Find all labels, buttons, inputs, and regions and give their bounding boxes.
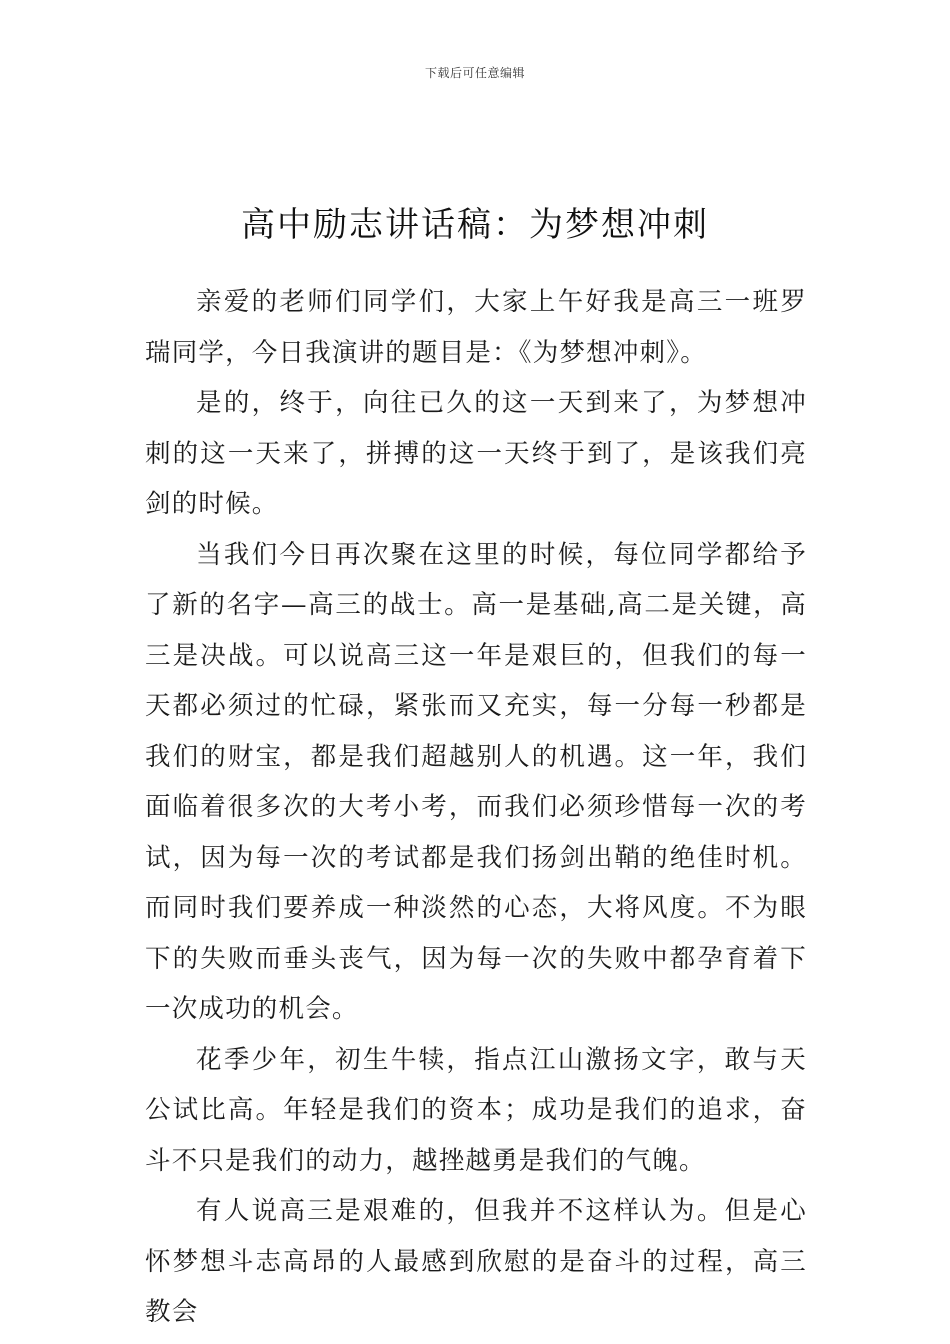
header-note: 下载后可任意编辑 xyxy=(424,66,525,80)
paragraph: 有人说高三是艰难的，但我并不这样认为。但是心怀梦想斗志高昂的人最感到欣慰的是奋斗的过程，高三教会 xyxy=(145,1196,807,1327)
paragraph: 花季少年，初生牛犊，指点江山激扬文字，敢与天公试比高。年轻是我们的资本；成功是我们的追求，奋斗不只是我们的动力，越挫越勇是我们的气魄。 xyxy=(145,1044,807,1176)
document-title: 高中励志讲话稿：为梦想冲刺 xyxy=(241,204,709,245)
paragraph: 当我们今日再次聚在这里的时候，每位同学都给予了新的名字—高三的战士。高一是基础,高二是关键，高三是决战。可以说高三这一年是艰巨的，但我们的每一天都必须过的忙碌，紧张而又充实，每一分每一秒都是我们的财宝，都是我们超越别人的机遇。这一年，我们面临着很多次的大考小考，而我们必须珍惜每一次的考试，因为每一次的考试都是我们扬剑出鞘的绝佳时机。而同时我们要养成一种淡然的心态，大将风度。不为眼下的失败而垂头丧气，因为每一次的失败中都孕育着下一次成功的机会。 xyxy=(145,539,807,1024)
paragraph: 是的，终于，向往已久的这一天到来了，为梦想冲刺的这一天来了，拼搏的这一天终于到了，是该我们亮剑的时候。 xyxy=(145,388,807,519)
paragraph: 亲爱的老师们同学们，大家上午好我是高三一班罗瑞同学，今日我演讲的题目是：《为梦想冲刺》。 xyxy=(145,287,807,368)
document-body xyxy=(145,277,807,1338)
